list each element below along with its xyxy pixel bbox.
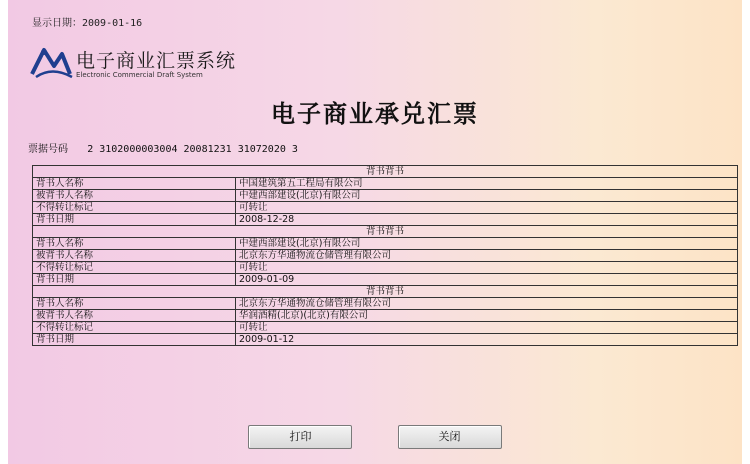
- row-label: 背书人名称: [33, 238, 236, 250]
- row-value: 2009-01-09: [236, 274, 738, 286]
- table-row: [33, 202, 738, 214]
- row-label: 背书日期: [33, 274, 236, 286]
- row-value: 可转让: [236, 202, 738, 214]
- row-label: 背书人名称: [33, 178, 236, 190]
- table-row: [33, 262, 738, 274]
- row-label: 被背书人名称: [33, 250, 236, 262]
- section-header-row: [33, 226, 738, 238]
- row-value: 华润酒精(北京)(北京)有限公司: [236, 310, 738, 322]
- table-row: [33, 310, 738, 322]
- bill-number: [28, 140, 298, 155]
- row-label: 不得转让标记: [33, 262, 236, 274]
- bill-number-value: 2 3102000003004 20081231 31072020 3: [87, 144, 298, 155]
- ecds-logo-icon: [28, 44, 74, 80]
- row-value: 中建西部建设(北京)有限公司: [236, 238, 738, 250]
- section-header: 背书背书: [33, 226, 738, 238]
- logo-name-en: Electronic Commercial Draft System: [76, 71, 203, 79]
- page: [8, 0, 742, 464]
- row-label: 不得转让标记: [33, 202, 236, 214]
- row-label: 背书日期: [33, 214, 236, 226]
- print-date: 显示日期：2009-01-16: [32, 18, 143, 29]
- row-value: 可转让: [236, 322, 738, 334]
- endorsement-table: [32, 165, 738, 346]
- row-value: 中国建筑第五工程局有限公司: [236, 178, 738, 190]
- row-value: 2008-12-28: [236, 214, 738, 226]
- table-row: [33, 238, 738, 250]
- section-header-row: [33, 286, 738, 298]
- table-row: [33, 214, 738, 226]
- logo-name-cn: 电子商业汇票系统: [76, 50, 237, 72]
- section-header-row: [33, 166, 738, 178]
- button-bar: [8, 425, 742, 449]
- section-header: 背书背书: [33, 286, 738, 298]
- row-value: 北京东方华通物流仓储管理有限公司: [236, 298, 738, 310]
- row-value: 可转让: [236, 262, 738, 274]
- row-value: 中建西部建设(北京)有限公司: [236, 190, 738, 202]
- row-value: 2009-01-12: [236, 334, 738, 346]
- logo: [28, 44, 268, 84]
- row-label: 背书人名称: [33, 298, 236, 310]
- row-value: 北京东方华通物流仓储管理有限公司: [236, 250, 738, 262]
- page-title: 电子商业承兑汇票: [271, 99, 479, 128]
- print-button[interactable]: 打印: [248, 425, 352, 449]
- table-row: [33, 190, 738, 202]
- table-row: [33, 334, 738, 346]
- row-label: 背书日期: [33, 334, 236, 346]
- row-label: 被背书人名称: [33, 310, 236, 322]
- bill-number-label: 票据号码: [28, 144, 68, 155]
- table-row: [33, 322, 738, 334]
- close-button[interactable]: 关闭: [398, 425, 502, 449]
- section-header: 背书背书: [33, 166, 738, 178]
- table-row: [33, 298, 738, 310]
- table-row: [33, 178, 738, 190]
- table-row: [33, 274, 738, 286]
- row-label: 被背书人名称: [33, 190, 236, 202]
- table-row: [33, 250, 738, 262]
- row-label: 不得转让标记: [33, 322, 236, 334]
